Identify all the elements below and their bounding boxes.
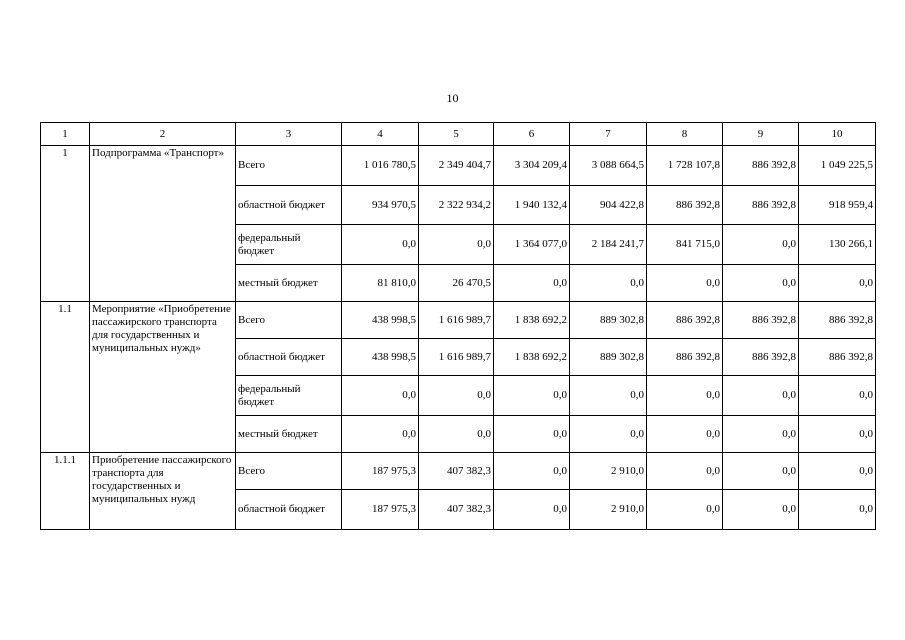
value-cell: 187 975,3 [342, 490, 419, 530]
value-cell: 886 392,8 [647, 339, 723, 376]
funding-source: Всего [236, 302, 342, 339]
value-cell: 0,0 [723, 225, 799, 265]
value-cell: 0,0 [799, 416, 876, 453]
value-cell: 886 392,8 [647, 186, 723, 225]
funding-source: местный бюджет [236, 416, 342, 453]
value-cell: 2 910,0 [570, 453, 647, 490]
value-cell: 0,0 [647, 265, 723, 302]
value-cell: 0,0 [570, 265, 647, 302]
value-cell: 0,0 [647, 376, 723, 416]
value-cell: 889 302,8 [570, 302, 647, 339]
value-cell: 0,0 [799, 376, 876, 416]
value-cell: 407 382,3 [419, 453, 494, 490]
column-header-4: 4 [342, 123, 419, 146]
value-cell: 886 392,8 [723, 146, 799, 186]
value-cell: 1 838 692,2 [494, 339, 570, 376]
funding-source: Всего [236, 453, 342, 490]
value-cell: 886 392,8 [723, 339, 799, 376]
column-header-9: 9 [723, 123, 799, 146]
column-header-10: 10 [799, 123, 876, 146]
value-cell: 0,0 [494, 416, 570, 453]
value-cell: 0,0 [494, 376, 570, 416]
funding-source: местный бюджет [236, 265, 342, 302]
value-cell: 886 392,8 [799, 339, 876, 376]
value-cell: 0,0 [799, 490, 876, 530]
value-cell: 904 422,8 [570, 186, 647, 225]
value-cell: 438 998,5 [342, 339, 419, 376]
value-cell: 2 910,0 [570, 490, 647, 530]
value-cell: 0,0 [570, 416, 647, 453]
value-cell: 1 616 989,7 [419, 339, 494, 376]
value-cell: 0,0 [342, 376, 419, 416]
value-cell: 0,0 [799, 453, 876, 490]
funding-source: областной бюджет [236, 339, 342, 376]
value-cell: 187 975,3 [342, 453, 419, 490]
value-cell: 0,0 [723, 376, 799, 416]
page-number: 10 [446, 91, 459, 105]
value-cell: 0,0 [723, 453, 799, 490]
row-name: Подпрограмма «Транспорт» [90, 146, 236, 302]
table-row [41, 302, 876, 339]
value-cell: 886 392,8 [723, 186, 799, 225]
value-cell: 0,0 [723, 490, 799, 530]
value-cell: 0,0 [494, 265, 570, 302]
value-cell: 889 302,8 [570, 339, 647, 376]
value-cell: 1 838 692,2 [494, 302, 570, 339]
value-cell: 26 470,5 [419, 265, 494, 302]
value-cell: 0,0 [494, 490, 570, 530]
value-cell: 934 970,5 [342, 186, 419, 225]
row-code: 1 [41, 146, 90, 302]
value-cell: 438 998,5 [342, 302, 419, 339]
value-cell: 0,0 [419, 376, 494, 416]
value-cell: 0,0 [799, 265, 876, 302]
value-cell: 3 088 664,5 [570, 146, 647, 186]
value-cell: 407 382,3 [419, 490, 494, 530]
row-code: 1.1.1 [41, 453, 90, 530]
funding-source: федеральный бюджет [236, 225, 342, 265]
column-header-2: 2 [90, 123, 236, 146]
value-cell: 918 959,4 [799, 186, 876, 225]
funding-source: областной бюджет [236, 186, 342, 225]
value-cell: 0,0 [723, 416, 799, 453]
value-cell: 886 392,8 [723, 302, 799, 339]
value-cell: 2 349 404,7 [419, 146, 494, 186]
column-header-7: 7 [570, 123, 647, 146]
value-cell: 2 184 241,7 [570, 225, 647, 265]
value-cell: 3 304 209,4 [494, 146, 570, 186]
row-name: Приобретение пассажирского транспорта для государственных и муниципальных нужд [90, 453, 236, 530]
value-cell: 1 728 107,8 [647, 146, 723, 186]
header-row [41, 123, 876, 146]
value-cell: 1 016 780,5 [342, 146, 419, 186]
value-cell: 0,0 [494, 453, 570, 490]
column-header-3: 3 [236, 123, 342, 146]
value-cell: 1 364 077,0 [494, 225, 570, 265]
value-cell: 0,0 [647, 490, 723, 530]
value-cell: 841 715,0 [647, 225, 723, 265]
column-header-8: 8 [647, 123, 723, 146]
row-name: Мероприятие «Приобретение пассажирского транспорта для государственных и муниципальных нужд» [90, 302, 236, 453]
value-cell: 886 392,8 [799, 302, 876, 339]
funding-source: федеральный бюджет [236, 376, 342, 416]
table-row [41, 453, 876, 490]
column-header-1: 1 [41, 123, 90, 146]
value-cell: 0,0 [647, 416, 723, 453]
column-header-6: 6 [494, 123, 570, 146]
value-cell: 0,0 [647, 453, 723, 490]
column-header-5: 5 [419, 123, 494, 146]
value-cell: 2 322 934,2 [419, 186, 494, 225]
value-cell: 0,0 [342, 416, 419, 453]
value-cell: 1 616 989,7 [419, 302, 494, 339]
value-cell: 1 049 225,5 [799, 146, 876, 186]
value-cell: 130 266,1 [799, 225, 876, 265]
value-cell: 0,0 [723, 265, 799, 302]
value-cell: 886 392,8 [647, 302, 723, 339]
table-row [41, 146, 876, 186]
value-cell: 0,0 [342, 225, 419, 265]
value-cell: 1 940 132,4 [494, 186, 570, 225]
value-cell: 0,0 [419, 225, 494, 265]
value-cell: 81 810,0 [342, 265, 419, 302]
funding-source: Всего [236, 146, 342, 186]
row-code: 1.1 [41, 302, 90, 453]
value-cell: 0,0 [570, 376, 647, 416]
budget-table [40, 122, 876, 530]
funding-source: областной бюджет [236, 490, 342, 530]
value-cell: 0,0 [419, 416, 494, 453]
